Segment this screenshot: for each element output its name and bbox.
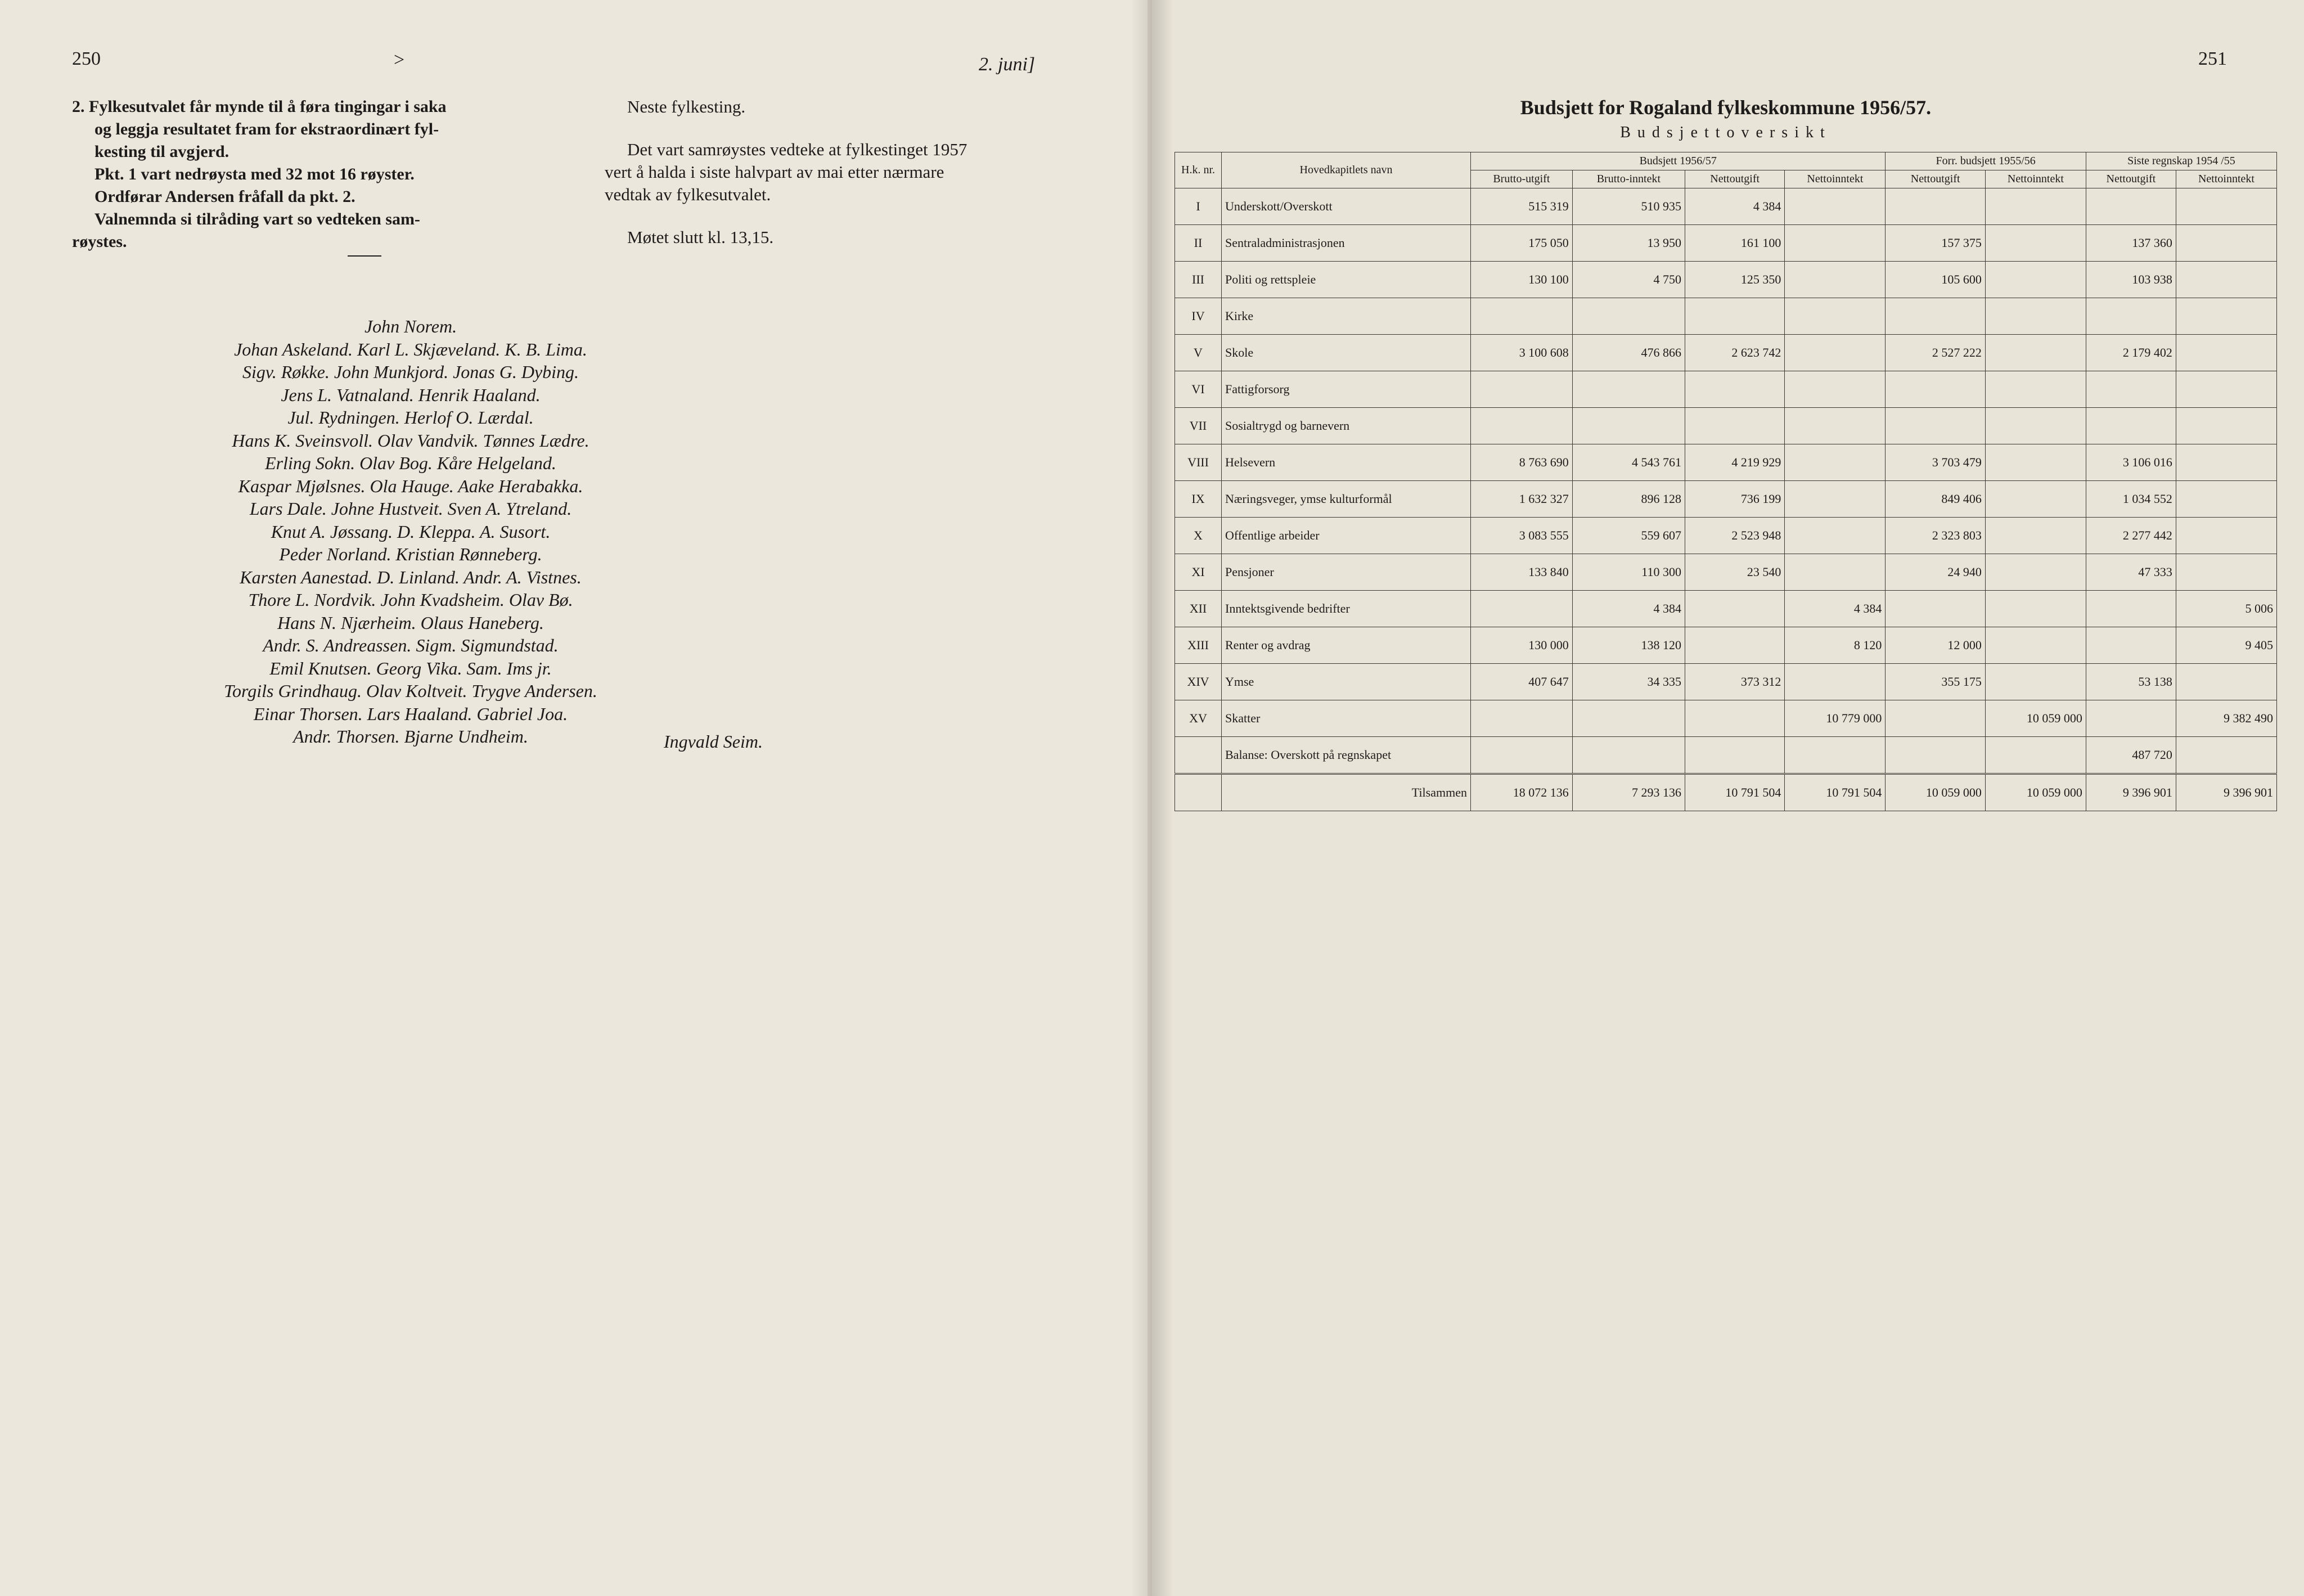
row-value-ni [1785,188,1886,225]
right-page [1152,0,2304,1596]
row-value-fni [1985,481,2086,518]
row-value-bu: 515 319 [1471,188,1573,225]
header-name: Hovedkapitlets navn [1222,152,1471,188]
signatory-line: Sigv. Røkke. John Munkjord. Jonas G. Dybing. [242,362,579,382]
row-value-bi: 4 750 [1572,262,1685,298]
row-value-bu: 133 840 [1471,554,1573,591]
row-value-bi: 510 935 [1572,188,1685,225]
header-brutto-inntekt: Brutto-inntekt [1572,170,1685,188]
row-chapter-name: Helsevern [1225,455,1276,469]
left-page [0,0,1148,1596]
signatory-list [135,315,866,748]
row-value-fnu [1886,371,1985,408]
row-value-fnu: 105 600 [1886,262,1985,298]
text-line: Valnemnda si tilråding vart so vedteken sam- [94,210,420,228]
text-line: Pkt. 1 vart nedrøysta med 32 mot 16 røyster. [94,165,415,183]
row-chapter-number: IV [1175,298,1222,335]
row-value-snu: 2 179 402 [2086,335,2176,371]
row-value-nu: 2 523 948 [1685,518,1784,554]
total-brutto-utgift: 18 072 136 [1471,774,1573,811]
row-value-fnu: 2 527 222 [1886,335,1985,371]
row-value-fni: 10 059 000 [1985,700,2086,737]
row-value-fni [1985,627,2086,664]
signatory-line: Peder Norland. Kristian Rønneberg. [279,544,542,564]
row-value-snu: 2 277 442 [2086,518,2176,554]
total-accounts-nettoutgift: 9 396 901 [2086,774,2176,811]
row-name-cell [1222,371,1471,408]
row-chapter-name: Underskott/Overskott [1225,199,1333,213]
row-value-bi [1572,298,1685,335]
row-value-ni [1785,408,1886,444]
running-head: 2. juni] [979,54,1036,75]
final-signatory: Ingvald Seim. [664,731,763,752]
row-value-bi [1572,737,1685,774]
header-hk: H.k. nr. [1175,152,1222,188]
header-nettoutgift: Nettoutgift [1685,170,1784,188]
row-value-snu: 47 333 [2086,554,2176,591]
row-value-fni [1985,518,2086,554]
signatory-line: Jens L. Vatnaland. Henrik Haaland. [281,384,541,405]
row-value-snu: 3 106 016 [2086,444,2176,481]
margin-mark: > [394,50,405,70]
row-value-sni [2176,481,2276,518]
table-row [1175,591,2277,627]
row-value-nu: 736 199 [1685,481,1784,518]
signatory-line: Emil Knutsen. Georg Vika. Sam. Ims jr. [269,658,552,678]
signatory-line: Hans N. Njærheim. Olaus Haneberg. [277,612,544,633]
row-value-ni [1785,371,1886,408]
row-value-snu [2086,591,2176,627]
row-value-nu: 161 100 [1685,225,1784,262]
row-value-nu [1685,408,1784,444]
row-value-fni [1985,335,2086,371]
text-line: røystes. [72,232,127,251]
row-value-fnu: 24 940 [1886,554,1985,591]
row-value-sni: 5 006 [2176,591,2276,627]
row-chapter-name: Sosialtrygd og barnevern [1225,419,1350,433]
row-chapter-name: Renter og avdrag [1225,638,1311,652]
row-value-sni [2176,188,2276,225]
table-row [1175,225,2277,262]
row-value-bi: 34 335 [1572,664,1685,700]
budget-table [1174,152,2277,811]
row-value-sni [2176,262,2276,298]
row-name-cell [1222,737,1471,774]
table-total-row [1175,774,2277,811]
row-chapter-number: XIII [1175,627,1222,664]
table-row [1175,664,2277,700]
signatory-line: Lars Dale. Johne Hustveit. Sven A. Ytreland. [249,498,572,519]
row-chapter-name: Kirke [1225,309,1254,323]
row-value-fni [1985,591,2086,627]
row-value-bu [1471,591,1573,627]
row-chapter-number [1175,737,1222,774]
row-chapter-number: I [1175,188,1222,225]
row-value-sni [2176,518,2276,554]
total-prev-nettoinntekt: 10 059 000 [1985,774,2086,811]
row-value-sni [2176,335,2276,371]
row-value-nu [1685,591,1784,627]
row-value-fni [1985,408,2086,444]
row-value-bu: 407 647 [1471,664,1573,700]
row-name-cell [1222,481,1471,518]
row-value-sni: 9 405 [2176,627,2276,664]
row-name-cell [1222,335,1471,371]
signatory-line: Karsten Aanestad. D. Linland. Andr. A. Vistnes. [240,567,582,587]
table-title: Budsjett for Rogaland fylkeskommune 1956/57. [1520,96,1932,119]
header-nettoutgift: Nettoutgift [1886,170,1985,188]
text-line: vert å halda i siste halvpart av mai etter nærmare [605,162,944,182]
table-subtitle: Budsjettoversikt [1620,124,1832,141]
row-chapter-name: Pensjoner [1225,565,1274,579]
row-value-snu [2086,371,2176,408]
header-brutto-utgift: Brutto-utgift [1471,170,1573,188]
row-chapter-number: VII [1175,408,1222,444]
page-number: 250 [72,48,101,69]
row-chapter-name: Fattigforsorg [1225,382,1290,396]
row-chapter-name: Skole [1225,345,1254,359]
table-row [1175,444,2277,481]
header-nettoinntekt: Nettoinntekt [1785,170,1886,188]
row-value-bu: 8 763 690 [1471,444,1573,481]
table-row [1175,262,2277,298]
row-value-bi: 896 128 [1572,481,1685,518]
row-name-cell [1222,700,1471,737]
row-value-snu [2086,298,2176,335]
row-chapter-name: Ymse [1225,675,1254,689]
row-chapter-number: XIV [1175,664,1222,700]
resolution-column [72,96,556,257]
row-name-cell [1222,518,1471,554]
row-chapter-number: VI [1175,371,1222,408]
row-value-ni [1785,225,1886,262]
signatory-line: John Norem. [364,316,457,336]
row-value-ni [1785,298,1886,335]
row-value-bi: 4 543 761 [1572,444,1685,481]
row-value-sni [2176,554,2276,591]
row-value-bi [1572,700,1685,737]
row-name-cell [1222,408,1471,444]
table-row [1175,554,2277,591]
header-accounts: Siste regnskap 1954 /55 [2086,152,2276,170]
header-nettoinntekt: Nettoinntekt [1985,170,2086,188]
header-prev-budget: Forr. budsjett 1955/56 [1886,152,2086,170]
table-row [1175,335,2277,371]
row-value-bu [1471,371,1573,408]
row-value-fnu [1886,700,1985,737]
row-value-fni [1985,444,2086,481]
row-value-ni: 4 384 [1785,591,1886,627]
row-value-bi: 559 607 [1572,518,1685,554]
row-value-ni [1785,481,1886,518]
row-name-cell [1222,591,1471,627]
row-value-snu: 53 138 [2086,664,2176,700]
row-value-fnu: 157 375 [1886,225,1985,262]
row-value-sni [2176,444,2276,481]
row-value-ni [1785,664,1886,700]
table-row [1175,298,2277,335]
divider [348,255,381,257]
row-value-fni [1985,298,2086,335]
row-name-cell [1222,262,1471,298]
row-name-cell [1222,554,1471,591]
row-value-nu [1685,371,1784,408]
row-value-bu [1471,737,1573,774]
row-value-bi: 110 300 [1572,554,1685,591]
row-value-nu [1685,737,1784,774]
row-value-bi [1572,371,1685,408]
row-value-ni: 10 779 000 [1785,700,1886,737]
row-value-bi: 476 866 [1572,335,1685,371]
text-line: Det vart samrøystes vedteke at fylkestinget 1957 [627,140,968,159]
header-nettoinntekt: Nettoinntekt [2176,170,2276,188]
row-value-bi: 138 120 [1572,627,1685,664]
row-value-bi: 4 384 [1572,591,1685,627]
total-prev-nettoutgift: 10 059 000 [1886,774,1985,811]
row-chapter-number: IX [1175,481,1222,518]
row-chapter-number: X [1175,518,1222,554]
row-value-snu: 103 938 [2086,262,2176,298]
row-value-bu [1471,700,1573,737]
row-value-ni [1785,554,1886,591]
table-row [1175,737,2277,774]
row-name-cell [1222,225,1471,262]
row-chapter-name: Politi og rettspleie [1225,272,1316,286]
signatory-line: Jul. Rydningen. Herlof O. Lærdal. [287,407,534,428]
row-value-nu: 373 312 [1685,664,1784,700]
row-chapter-name: Sentraladministrasjonen [1225,236,1345,250]
text-line: og leggja resultatet fram for ekstraordinært fyl- [94,120,439,138]
row-value-bi [1572,408,1685,444]
row-value-fnu: 2 323 803 [1886,518,1985,554]
total-nettoutgift: 10 791 504 [1685,774,1784,811]
row-value-ni [1785,335,1886,371]
section-heading: Neste fylkesting. [627,97,746,116]
row-name-cell [1222,188,1471,225]
table-row [1175,481,2277,518]
signatory-line: Kaspar Mjølsnes. Ola Hauge. Aake Herabakka. [238,475,583,496]
row-value-bu: 175 050 [1471,225,1573,262]
row-value-fni [1985,188,2086,225]
row-chapter-number: VIII [1175,444,1222,481]
row-value-nu: 2 623 742 [1685,335,1784,371]
row-chapter-number: V [1175,335,1222,371]
row-value-fni [1985,225,2086,262]
budget-table-container [1174,96,2277,811]
row-value-ni [1785,444,1886,481]
row-value-ni [1785,737,1886,774]
row-value-bu [1471,298,1573,335]
signatory-line: Thore L. Nordvik. John Kvadsheim. Olav Bø. [248,590,573,610]
signatory-line: Torgils Grindhaug. Olav Koltveit. Trygve Andersen. [224,681,597,701]
row-chapter-name: Inntektsgivende bedrifter [1225,601,1350,615]
closing-column [605,96,1072,249]
table-row [1175,371,2277,408]
row-value-fni [1985,664,2086,700]
row-value-nu [1685,298,1784,335]
book-gutter [1131,0,1173,1596]
row-value-ni: 8 120 [1785,627,1886,664]
row-value-sni [2176,408,2276,444]
row-value-bu: 3 100 608 [1471,335,1573,371]
row-value-fni [1985,554,2086,591]
closing-line: Møtet slutt kl. 13,15. [627,227,774,247]
row-value-snu [2086,700,2176,737]
row-value-ni [1785,262,1886,298]
header-nettoutgift: Nettoutgift [2086,170,2176,188]
row-chapter-number: XI [1175,554,1222,591]
row-name-cell [1222,627,1471,664]
row-value-bu: 130 000 [1471,627,1573,664]
row-value-fnu: 355 175 [1886,664,1985,700]
row-value-nu: 4 219 929 [1685,444,1784,481]
signatory-line: Hans K. Sveinsvoll. Olav Vandvik. Tønnes Lædre. [232,430,590,451]
row-value-snu [2086,188,2176,225]
row-chapter-name: Skatter [1225,711,1261,725]
text-line: vedtak av fylkesutvalet. [605,185,771,204]
row-chapter-name: Balanse: Overskott på regnskapet [1225,748,1392,762]
table-row [1175,188,2277,225]
row-chapter-name: Næringsveger, ymse kulturformål [1225,492,1392,506]
table-row [1175,408,2277,444]
header-budget: Budsjett 1956/57 [1471,152,1886,170]
row-value-ni [1785,518,1886,554]
row-value-fnu [1886,188,1985,225]
row-value-fnu: 849 406 [1886,481,1985,518]
row-value-fnu [1886,591,1985,627]
row-name-cell [1222,664,1471,700]
row-value-sni [2176,371,2276,408]
row-value-sni [2176,298,2276,335]
row-value-nu: 125 350 [1685,262,1784,298]
row-value-sni [2176,225,2276,262]
row-value-bu: 130 100 [1471,262,1573,298]
signatory-line: Andr. Thorsen. Bjarne Undheim. [293,726,528,747]
table-row [1175,700,2277,737]
total-brutto-inntekt: 7 293 136 [1572,774,1685,811]
row-value-fnu [1886,408,1985,444]
signatory-line: Erling Sokn. Olav Bog. Kåre Helgeland. [265,453,556,473]
row-value-sni: 9 382 490 [2176,700,2276,737]
row-value-fni [1985,371,2086,408]
row-chapter-name: Offentlige arbeider [1225,528,1320,542]
row-chapter-number: XV [1175,700,1222,737]
row-value-snu: 137 360 [2086,225,2176,262]
row-value-sni [2176,664,2276,700]
row-value-bi: 13 950 [1572,225,1685,262]
total-label: Tilsammen [1222,774,1471,811]
table-row [1175,627,2277,664]
row-value-bu [1471,408,1573,444]
row-value-fnu [1886,298,1985,335]
row-value-nu: 4 384 [1685,188,1784,225]
row-chapter-number: XII [1175,591,1222,627]
row-value-fni [1985,262,2086,298]
row-chapter-number: II [1175,225,1222,262]
total-accounts-nettoinntekt: 9 396 901 [2176,774,2276,811]
text-line: Ordførar Andersen fråfall da pkt. 2. [94,187,356,206]
row-chapter-number: III [1175,262,1222,298]
row-value-snu [2086,408,2176,444]
row-name-cell [1222,444,1471,481]
signatory-line: Johan Askeland. Karl L. Skjæveland. K. B. Lima. [234,339,587,359]
row-value-fnu: 3 703 479 [1886,444,1985,481]
row-value-fnu [1886,737,1985,774]
row-value-fni [1985,737,2086,774]
row-value-bu: 1 632 327 [1471,481,1573,518]
signatory-line: Einar Thorsen. Lars Haaland. Gabriel Joa. [253,703,568,724]
row-name-cell [1222,298,1471,335]
row-value-snu: 487 720 [2086,737,2176,774]
table-row [1175,518,2277,554]
row-value-snu: 1 034 552 [2086,481,2176,518]
row-value-nu [1685,700,1784,737]
signatory-line: Knut A. Jøssang. D. Kleppa. A. Susort. [271,521,551,542]
text-line: 2. Fylkesutvalet får mynde til å føra tingingar i saka [72,97,447,116]
row-value-fnu: 12 000 [1886,627,1985,664]
row-value-nu: 23 540 [1685,554,1784,591]
row-value-snu [2086,627,2176,664]
text-line: kesting til avgjerd. [94,142,230,161]
row-value-nu [1685,627,1784,664]
page-number: 251 [2198,48,2227,69]
row-value-bu: 3 083 555 [1471,518,1573,554]
signatory-line: Andr. S. Andreassen. Sigm. Sigmundstad. [263,635,559,655]
total-nettoinntekt: 10 791 504 [1785,774,1886,811]
row-value-sni [2176,737,2276,774]
